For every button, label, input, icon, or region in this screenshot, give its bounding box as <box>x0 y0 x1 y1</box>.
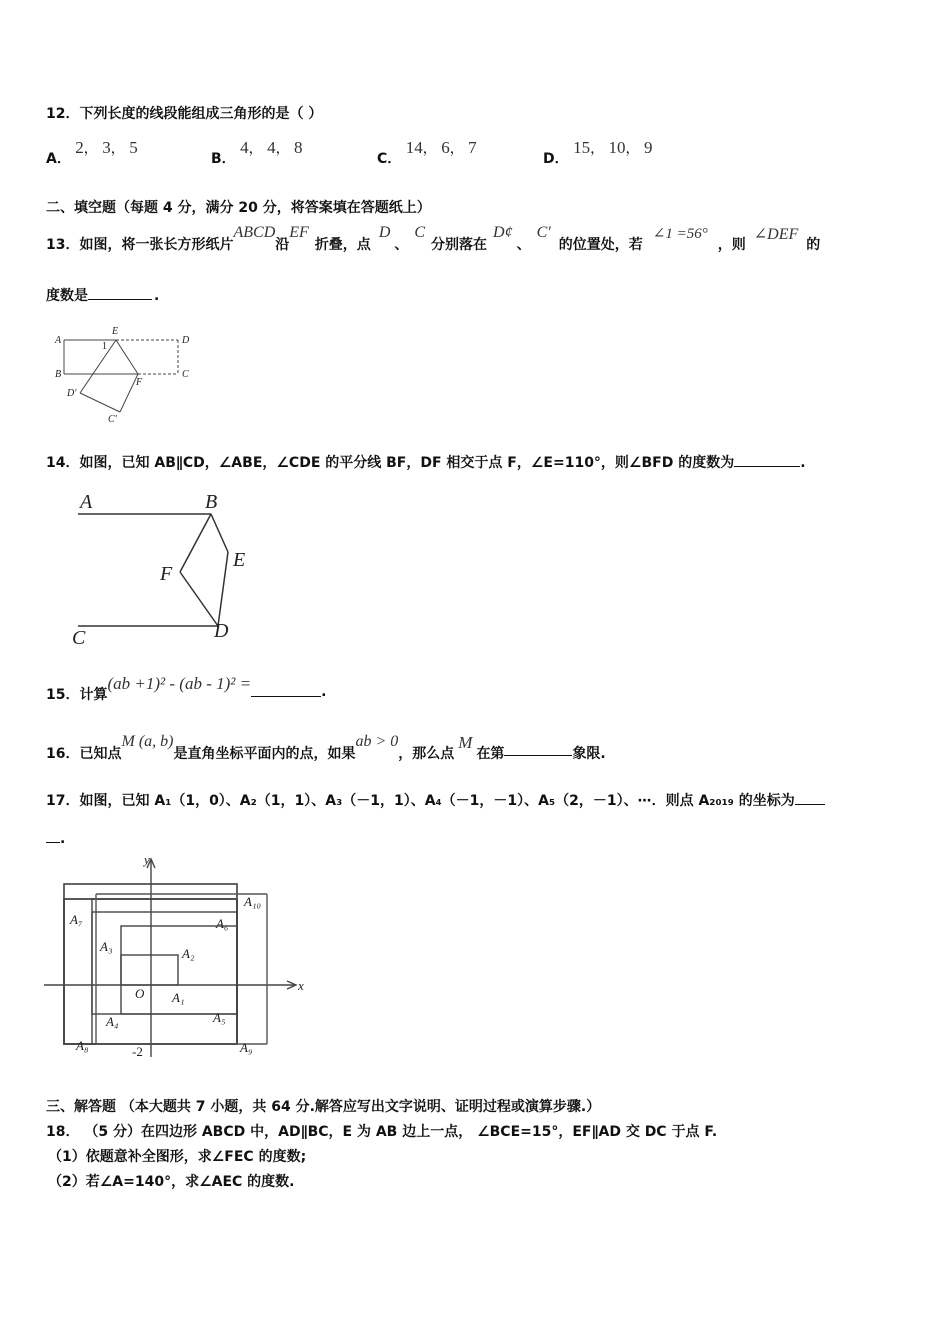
q13-label-b: B <box>55 369 62 380</box>
q13-label-cprime: C′ <box>108 414 117 425</box>
q14-label-b: B <box>205 491 218 513</box>
q13-label-1: 1 <box>102 341 107 352</box>
q12-option-c: C． 14， 6， 7 <box>377 138 477 167</box>
q17-label-a8: A₈ <box>76 1038 89 1053</box>
q14-label-f: F <box>160 563 173 585</box>
q14-stem: 14．如图，已知 AB∥CD，∠ABE，∠CDE 的平分线 BF，DF 相交于点 F，∠E=110°，则∠BFD 的度数为 . <box>46 455 806 471</box>
q16-answer-blank[interactable] <box>504 743 572 756</box>
q17-label-a4: A₄ <box>106 1014 119 1029</box>
q17-answer-blank-cont <box>46 830 60 843</box>
q16-stem: 16． 已知点 M (a, b) 是直角坐标平面内的点，如果 ab > 0 ，那么点 M 在第 象限. <box>46 733 606 762</box>
q13-figure <box>50 322 200 427</box>
q17-figure <box>40 852 320 1067</box>
section3-title: 三、解答题 （本大题共 7 小题，共 64 分.解答应写出文字说明、证明过程或演算步骤.） <box>46 1099 601 1115</box>
q17-label-o: O <box>135 986 145 1001</box>
q17-label-a10: A₁₀ <box>244 894 261 909</box>
q17-label-a5: A₅ <box>213 1010 226 1025</box>
q14-label-c: C <box>72 627 86 648</box>
q13-label-a: A <box>55 335 62 346</box>
q13-label-d: D <box>182 335 190 346</box>
q14-label-a: A <box>80 491 93 513</box>
q13-stem: 13． 如图，将一张长方形纸片 ABCD 沿 EF 折叠，点 D 、 C 分别落在 D¢ 、 C′ 的位置处，若 ∠1 =56° ，则 ∠DEF 的 <box>46 224 821 253</box>
q12-option-b: B． 4， 4， 8 <box>211 138 303 167</box>
q14-label-e: E <box>233 549 246 571</box>
q13-line2: 度数是 . <box>46 288 160 304</box>
q15-answer-blank[interactable] <box>251 684 321 697</box>
q13-label-dprime: D′ <box>67 388 77 399</box>
section2-title: 二、填空题（每题 4 分，满分 20 分，将答案填在答题纸上） <box>46 200 431 216</box>
q18-stem: 18． （5 分）在四边形 ABCD 中，AD∥BC，E 为 AB 边上一点， ∠BCE=15°，EF∥AD 交 DC 于点 F. <box>46 1124 718 1140</box>
q17-label-a7: A₇ <box>70 912 83 927</box>
q17-label-a3: A₃ <box>100 939 113 954</box>
q17-label-y: y <box>144 852 150 867</box>
q14-label-d: D <box>214 620 229 642</box>
q13-label-c: C <box>182 369 189 380</box>
q13-label-f: F <box>136 377 143 388</box>
q12-option-d: D． 15， 10， 9 <box>543 138 653 167</box>
q17-answer-blank[interactable] <box>795 792 825 805</box>
q18-part1: （1）依题意补全图形，求∠FEC 的度数; <box>48 1149 307 1165</box>
q18-part2: （2）若∠A=140°，求∠AEC 的度数. <box>48 1174 295 1190</box>
q17-label-a6: A₆ <box>216 916 229 931</box>
q12-option-a: A． 2， 3， 5 <box>46 138 138 167</box>
q17-label-a1: A₁ <box>172 990 185 1005</box>
q14-figure <box>68 488 258 648</box>
q13-label-e: E <box>112 326 119 337</box>
q17-stem: 17．如图，已知 A₁（1，0）、A₂（1，1）、A₃（－1，1）、A₄（－1，－1）、A₅（2，－1）、⋯．则点 A₂₀₁₉ 的坐标为 <box>46 790 825 810</box>
q17-label-a2: A₂ <box>182 946 195 961</box>
q17-label-a9: A₉ <box>240 1040 253 1055</box>
q17-label-neg2: -2 <box>132 1044 143 1059</box>
q17-label-x: x <box>298 978 304 993</box>
q12-stem: 12．下列长度的线段能组成三角形的是（ ） <box>46 106 323 122</box>
q13-answer-blank[interactable] <box>88 287 152 300</box>
q14-answer-blank[interactable] <box>734 454 800 467</box>
q15-stem: 15． 计算 (ab +1)² - (ab - 1)² = . <box>46 674 327 703</box>
q17-line2: . <box>46 830 65 847</box>
